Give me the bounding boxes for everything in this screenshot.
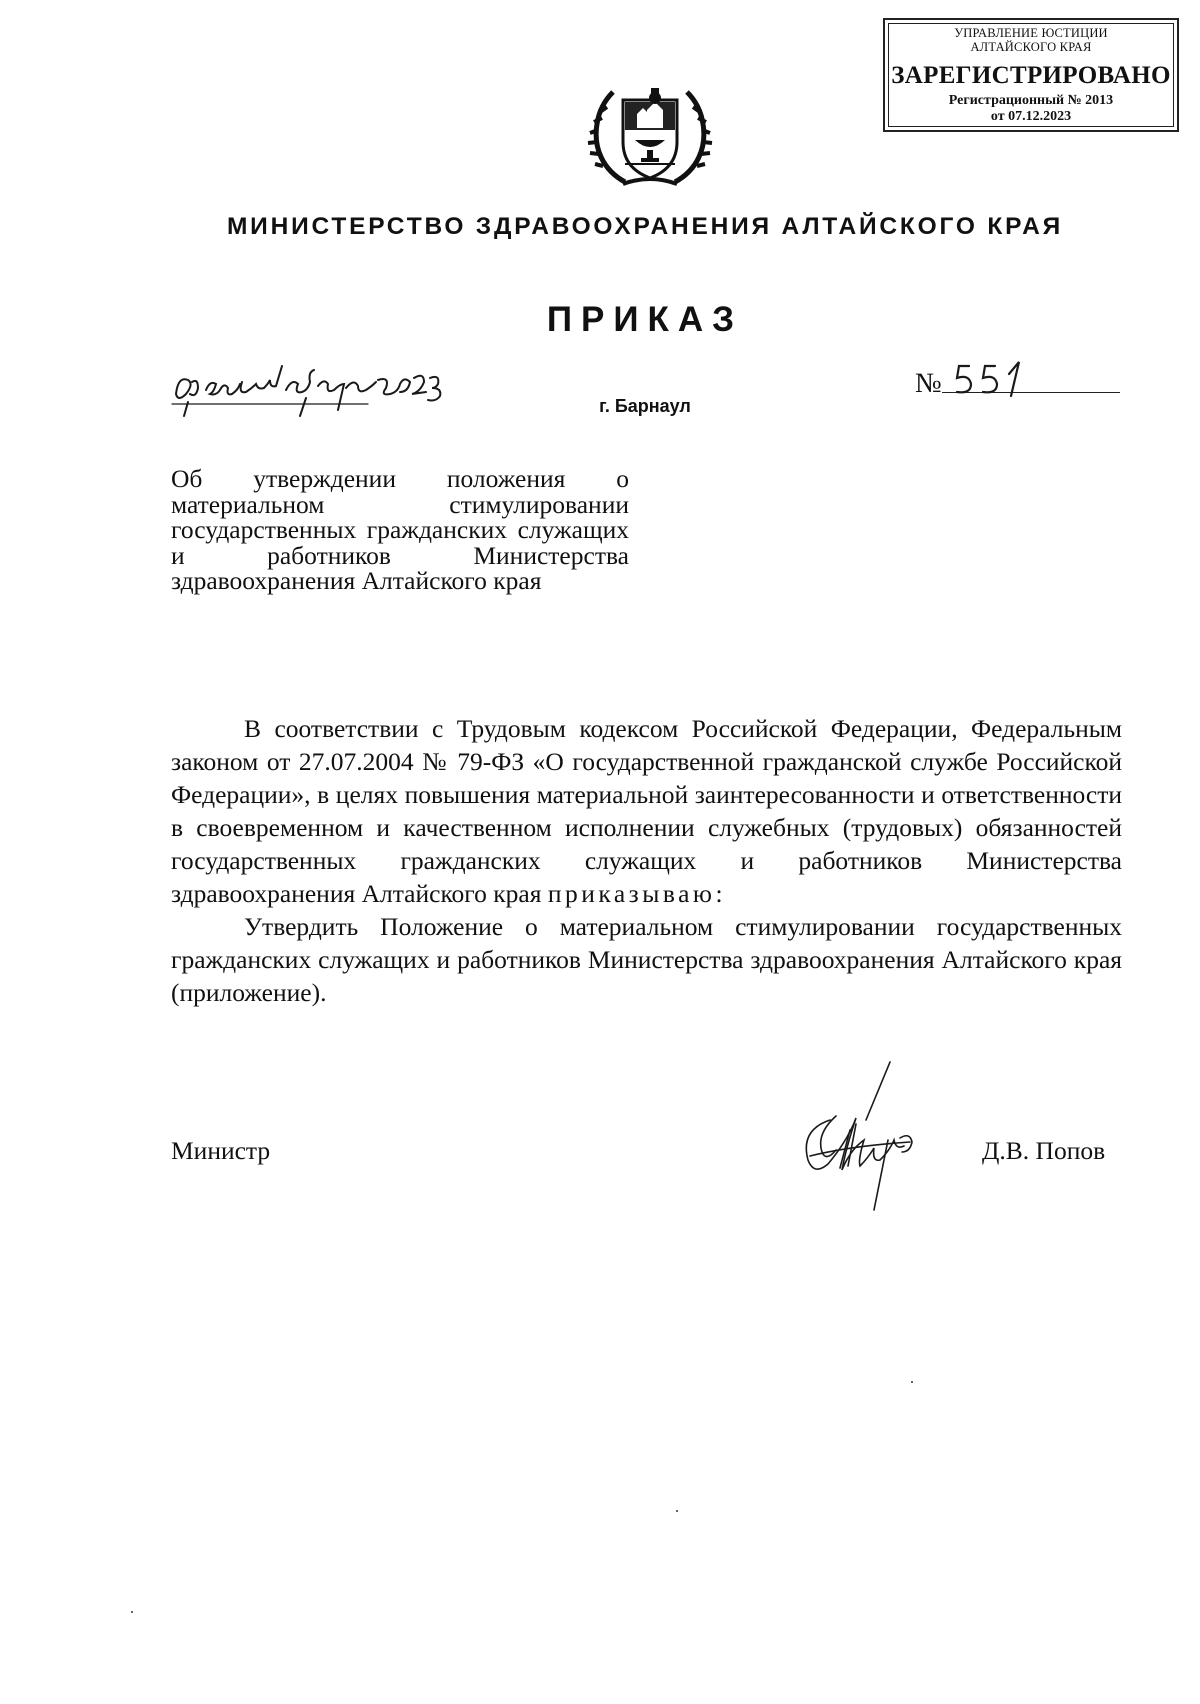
order-number-label: № <box>915 368 942 399</box>
document-type-title: ПРИКАЗ <box>546 300 744 339</box>
city-label: г. Барнаул <box>599 396 691 416</box>
stamp-reg-date: от 07.12.2023 <box>990 109 1072 124</box>
registration-stamp <box>883 18 1179 132</box>
stamp-department-line2: АЛТАЙСКОГО КРАЯ <box>970 39 1092 54</box>
handwritten-signature-icon <box>770 1060 940 1225</box>
order-body <box>171 712 1122 1009</box>
signatory-position: Министр <box>171 1136 271 1165</box>
body-paragraph-1-text: В соответствии с Трудовым кодексом Российской Федерации, Федеральным законом от 27.07.2004 № 79-ФЗ «О государственной гражданской службе Российской Федерации», в целях повышения материальной заинтересованности и ответственности в своевременном и качественном исполнении служебных (трудовых) обязанностей государственных гражданских служащих и работников Министерства здравоохранения Алтайского края <box>171 714 1122 908</box>
signatory-name: Д.В. Попов <box>982 1136 1106 1165</box>
body-paragraph-1 <box>171 712 1122 910</box>
directive-word: приказываю: <box>547 879 727 908</box>
altai-krai-coat-of-arms-icon <box>585 70 715 194</box>
stamp-reg-number: Регистрационный № 2013 <box>948 93 1114 108</box>
scan-speck <box>131 1611 133 1613</box>
scan-speck <box>676 1510 678 1512</box>
body-paragraph-2: Утвердить Положение о материальном стимулировании государственных гражданских служащих и работников Министерства здравоохранения Алтайского края (приложение). <box>171 912 1122 1007</box>
stamp-department-line1: УПРАВЛЕНИЕ ЮСТИЦИИ <box>954 26 1108 40</box>
ministry-title: МИНИСТЕРСТВО ЗДРАВООХРАНЕНИЯ АЛТАЙСКОГО КРАЯ <box>226 213 1064 240</box>
handwritten-order-number <box>945 352 1065 402</box>
order-subject: Об утверждении положения о материальном стимулировании государственных гражданских служащих и работников Министерства здравоохранения Алтайского края <box>171 464 629 595</box>
scan-speck <box>911 1381 913 1383</box>
stamp-status: ЗАРЕГИСТРИРОВАНО <box>891 62 1171 89</box>
